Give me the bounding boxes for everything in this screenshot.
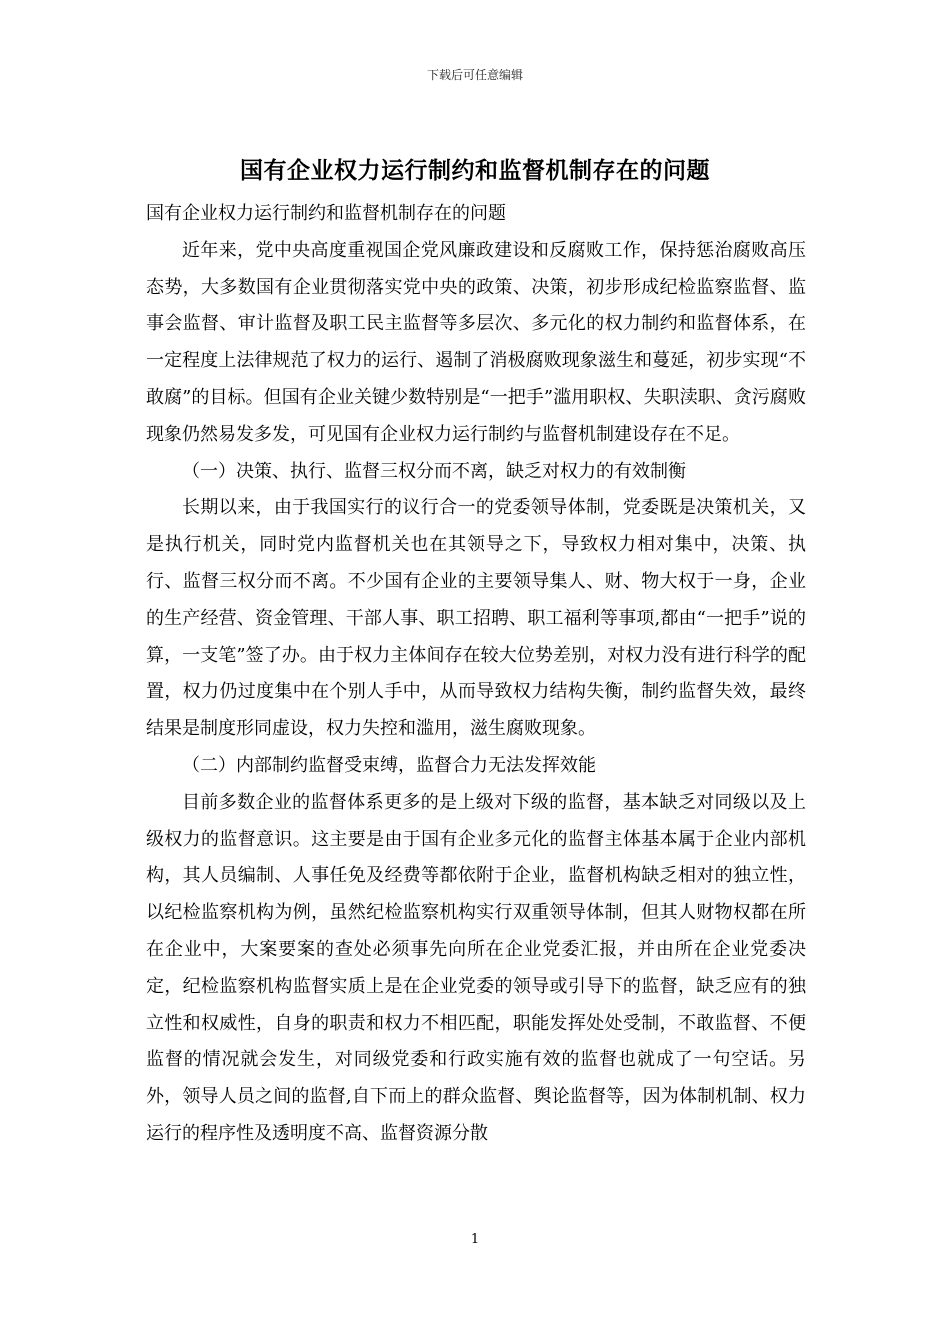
paragraph-section-1: 长期以来，由于我国实行的议行合一的党委领导体制，党委既是决策机关，又是执行机关，同时党内监督机关也在其领导之下，导致权力相对集中，决策、执行、监督三权分而不离。不少国有企业的主要领导集人、财、物大权于一身，企业的生产经营、资金管理、干部人事、职工招聘、职工福利等事项,都由“一把手”说的算，一支笔”签了办。由于权力主体间存在较大位势差别，对权力没有进行科学的配置，权力仍过度集中在个别人手中，从而导致权力结构失衡，制约监督失效，最终结果是制度形同虚设，权力失控和滥用，滋生腐败现象。 — [146, 497, 806, 740]
section-heading-1: （一）决策、执行、监督三权分而不离，缺乏对权力的有效制衡 — [182, 460, 686, 482]
document-subtitle: 国有企业权力运行制约和监督机制存在的问题 — [146, 203, 506, 224]
page-header: 下载后可任意编辑 — [426, 68, 523, 82]
paragraph-section-2: 目前多数企业的监督体系更多的是上级对下级的监督，基本缺乏对同级以及上级权力的监督意识。这主要是由于国有企业多元化的监督主体基本属于企业内部机构，其人员编制、人事任免及经费等都依附于企业，监督机构缺乏相对的独立性，以纪检监察机构为例，虽然纪检监察机构实行双重领导体制，但其人财物权都在所在企业中，大案要案的查处必须事先向所在企业党委汇报，并由所在企业党委决定，纪检监察机构监督实质上是在企业党委的领导或引导下的监督，缺乏应有的独立性和权威性，自身的职责和权力不相匹配，职能发挥处处受制，不敢监督、不便监督的情况就会发生，对同级党委和行政实施有效的监督也就成了一句空话。另外，领导人员之间的监督,自下而上的群众监督、舆论监督等，因为体制机制、权力运行的程序性及透明度不高、监督资源分散 — [146, 791, 806, 1144]
document-body — [146, 196, 806, 1153]
section-heading-2: （二）内部制约监督受束缚，监督合力无法发挥效能 — [182, 754, 596, 776]
paragraph-intro: 近年来，党中央高度重视国企党风廉政建设和反腐败工作，保持惩治腐败高压态势，大多数国有企业贯彻落实党中央的政策、决策，初步形成纪检监察监督、监事会监督、审计监督及职工民主监督等多层次、多元化的权力制约和监督体系，在一定程度上法律规范了权力的运行、遏制了消极腐败现象滋生和蔓延，初步实现“不敢腐”的目标。但国有企业关键少数特别是“一把手”滥用职权、失职渎职、贪污腐败现象仍然易发多发，可见国有企业权力运行制约与监督机制建设存在不足。 — [146, 239, 806, 445]
document-title: 国有企业权力运行制约和监督机制存在的问题 — [240, 157, 710, 184]
page-number: 1 — [470, 1232, 480, 1247]
